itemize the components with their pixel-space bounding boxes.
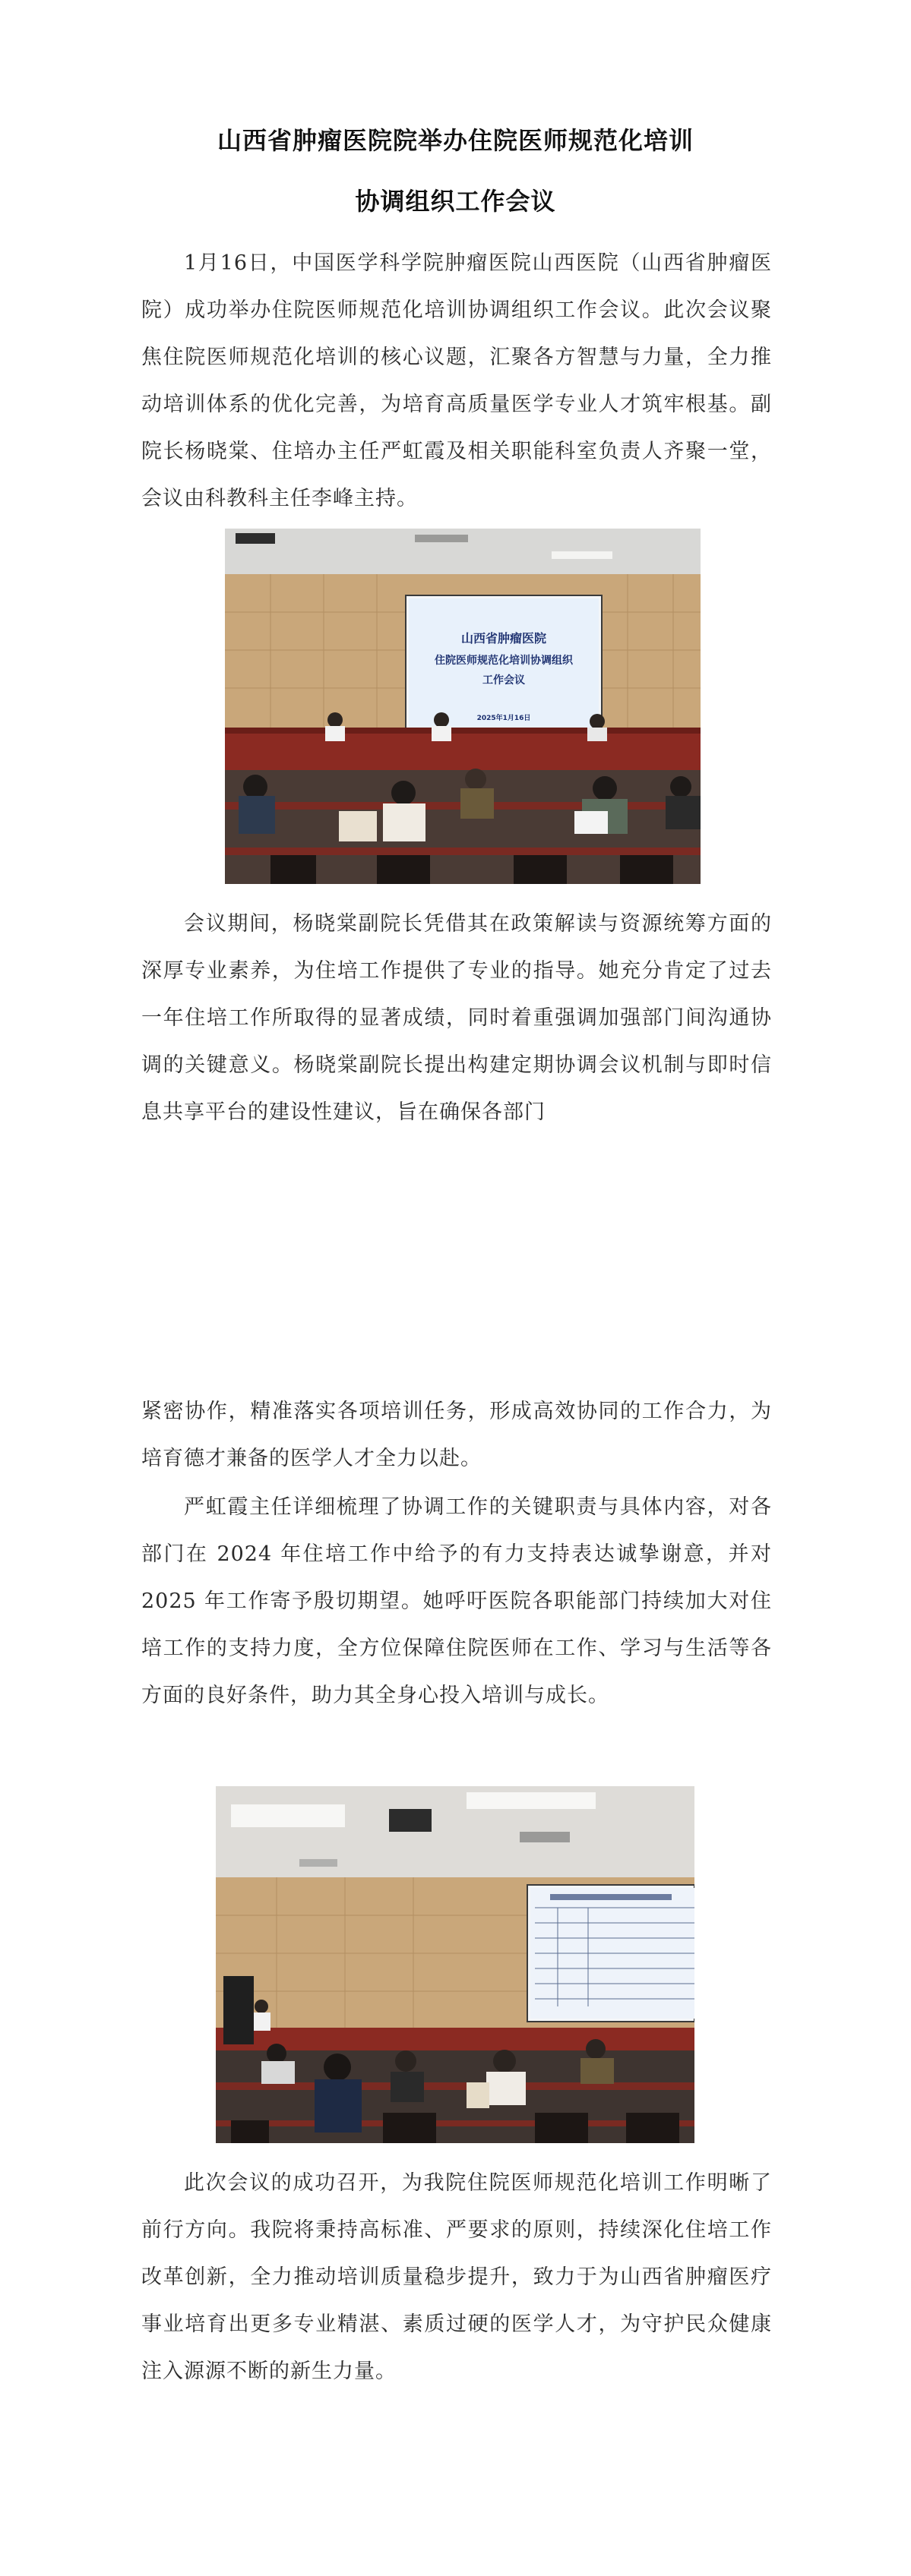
paragraph-director: 严虹霞主任详细梳理了协调工作的关键职责与具体内容，对各部门在 2024 年住培工作中给予的有力支持表达诚挚谢意，并对 2025 年工作寄予殷切期望。她呼吁医院各职能部门持续加大对住培工作的支持力度，全方位保障住院医师在工作、学习与生活等各方面的良好条件，助力其全身心投入培训与成长。 — [141, 1495, 772, 1707]
slide-title-line2: 住院医师规范化培训协调组织 — [435, 655, 573, 667]
slide-title-line1: 山西省肿瘤医院 — [460, 631, 547, 646]
article-title-line1: 山西省肿瘤医院院举办住院医师规范化培训 — [217, 126, 694, 155]
slide-date: 2025年1月16日 — [476, 715, 531, 722]
paragraph-vice-president-part1: 会议期间，杨晓棠副院长凭借其在政策解读与资源统筹方面的深厚专业素养，为住培工作提供了专业的指导。她充分肯定了过去一年住培工作所取得的显著成绩，同时着重强调加强部门间沟通协调的关键意义。杨晓棠副院长提出构建定期协调会议机制与即时信息共享平台的建设性建议，旨在确保各部门 — [141, 912, 772, 1124]
paragraph-vice-president-part2: 紧密协作，精准落实各项培训任务，形成高效协同的工作合力，为培育德才兼备的医学人才全力以赴。 — [141, 1400, 772, 1470]
paragraph-intro: 1月16日，中国医学科学院肿瘤医院山西医院（山西省肿瘤医院）成功举办住院医师规范化培训协调组织工作会议。此次会议聚焦住院医师规范化培训的核心议题，汇聚各方智慧与力量，全力推动培训体系的优化完善，为培育高质量医学专业人才筑牢根基。副院长杨晓棠、住培办主任严虹霞及相关职能科室负责人齐聚一堂，会议由科教科主任李峰主持。 — [141, 251, 772, 510]
meeting-photo-1 — [225, 529, 701, 884]
article-title-line2: 协调组织工作会议 — [355, 187, 556, 216]
slide-title-line3: 工作会议 — [482, 674, 525, 687]
meeting-photo-2 — [216, 1786, 694, 2143]
paragraph-conclusion: 此次会议的成功召开，为我院住院医师规范化培训工作明晰了前行方向。我院将秉持高标准、严要求的原则，持续深化住培工作改革创新，全力推动培训质量稳步提升，致力于为山西省肿瘤医疗事业培育出更多专业精湛、素质过硬的医学人才，为守护民众健康注入源源不断的新生力量。 — [141, 2171, 772, 2383]
